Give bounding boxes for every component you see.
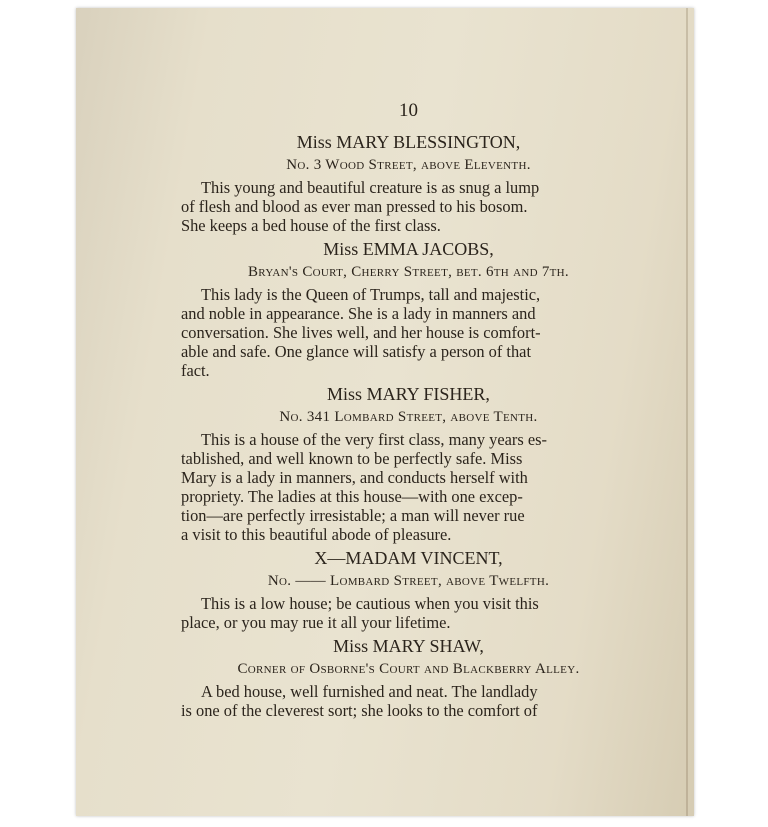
description-line: able and safe. One glance will satisfy a person of that (181, 342, 531, 361)
description-line: fact. (181, 361, 210, 380)
description-line: Mary is a lady in manners, and conducts herself with (181, 468, 528, 487)
entry-name: Miss MARY BLESSINGTON, (296, 132, 521, 152)
entry-emma-jacobs (181, 237, 636, 380)
description-line: A bed house, well furnished and neat. The landlady (201, 682, 538, 701)
description-line: a visit to this beautiful abode of pleasure. (181, 525, 452, 544)
entry-address: Bryan's Court, Cherry Street, bet. 6th and 7th. (248, 264, 569, 280)
book-page (76, 8, 694, 816)
entry-address: No. —— Lombard Street, above Twelfth. (267, 573, 550, 589)
entry-description (181, 594, 636, 632)
page-content (181, 100, 636, 722)
description-line: of flesh and blood as ever man pressed to his bosom. (181, 197, 528, 216)
entry-name: Miss EMMA JACOBS, (323, 239, 494, 259)
entry-mary-fisher (181, 382, 636, 544)
entry-mary-shaw (181, 634, 636, 720)
description-line: tion—are perfectly irresistable; a man will never rue (181, 506, 525, 525)
entry-description (181, 430, 636, 544)
entry-description (181, 682, 636, 720)
description-line: This is a house of the very first class, many years es- (201, 430, 547, 449)
description-line: This lady is the Queen of Trumps, tall and majestic, (201, 285, 541, 304)
description-line: is one of the cleverest sort; she looks to the comfort of (181, 701, 538, 720)
description-line: and noble in appearance. She is a lady in manners and (181, 304, 536, 323)
description-line: This young and beautiful creature is as snug a lump (201, 178, 540, 197)
description-line: conversation. She lives well, and her house is comfort- (181, 323, 541, 342)
entry-address: No. 3 Wood Street, above Eleventh. (286, 157, 531, 173)
entry-mary-blessington (181, 130, 636, 235)
description-line: This is a low house; be cautious when you visit this (201, 594, 539, 613)
description-line: propriety. The ladies at this house—with one excep- (181, 487, 523, 506)
entry-name: Miss MARY FISHER, (327, 384, 490, 404)
entry-address: Corner of Osborne's Court and Blackberry Alley. (237, 661, 580, 677)
entry-description (181, 178, 636, 235)
entry-address: No. 341 Lombard Street, above Tenth. (279, 409, 538, 425)
description-line: She keeps a bed house of the first class. (181, 216, 441, 235)
description-line: tablished, and well known to be perfectly safe. Miss (181, 449, 523, 468)
entry-madam-vincent (181, 546, 636, 632)
entry-name: X—MADAM VINCENT, (314, 548, 503, 568)
page-number: 10 (399, 100, 418, 121)
description-line: place, or you may rue it all your lifetime. (181, 613, 451, 632)
entry-name: Miss MARY SHAW, (333, 636, 484, 656)
entry-description (181, 285, 636, 380)
